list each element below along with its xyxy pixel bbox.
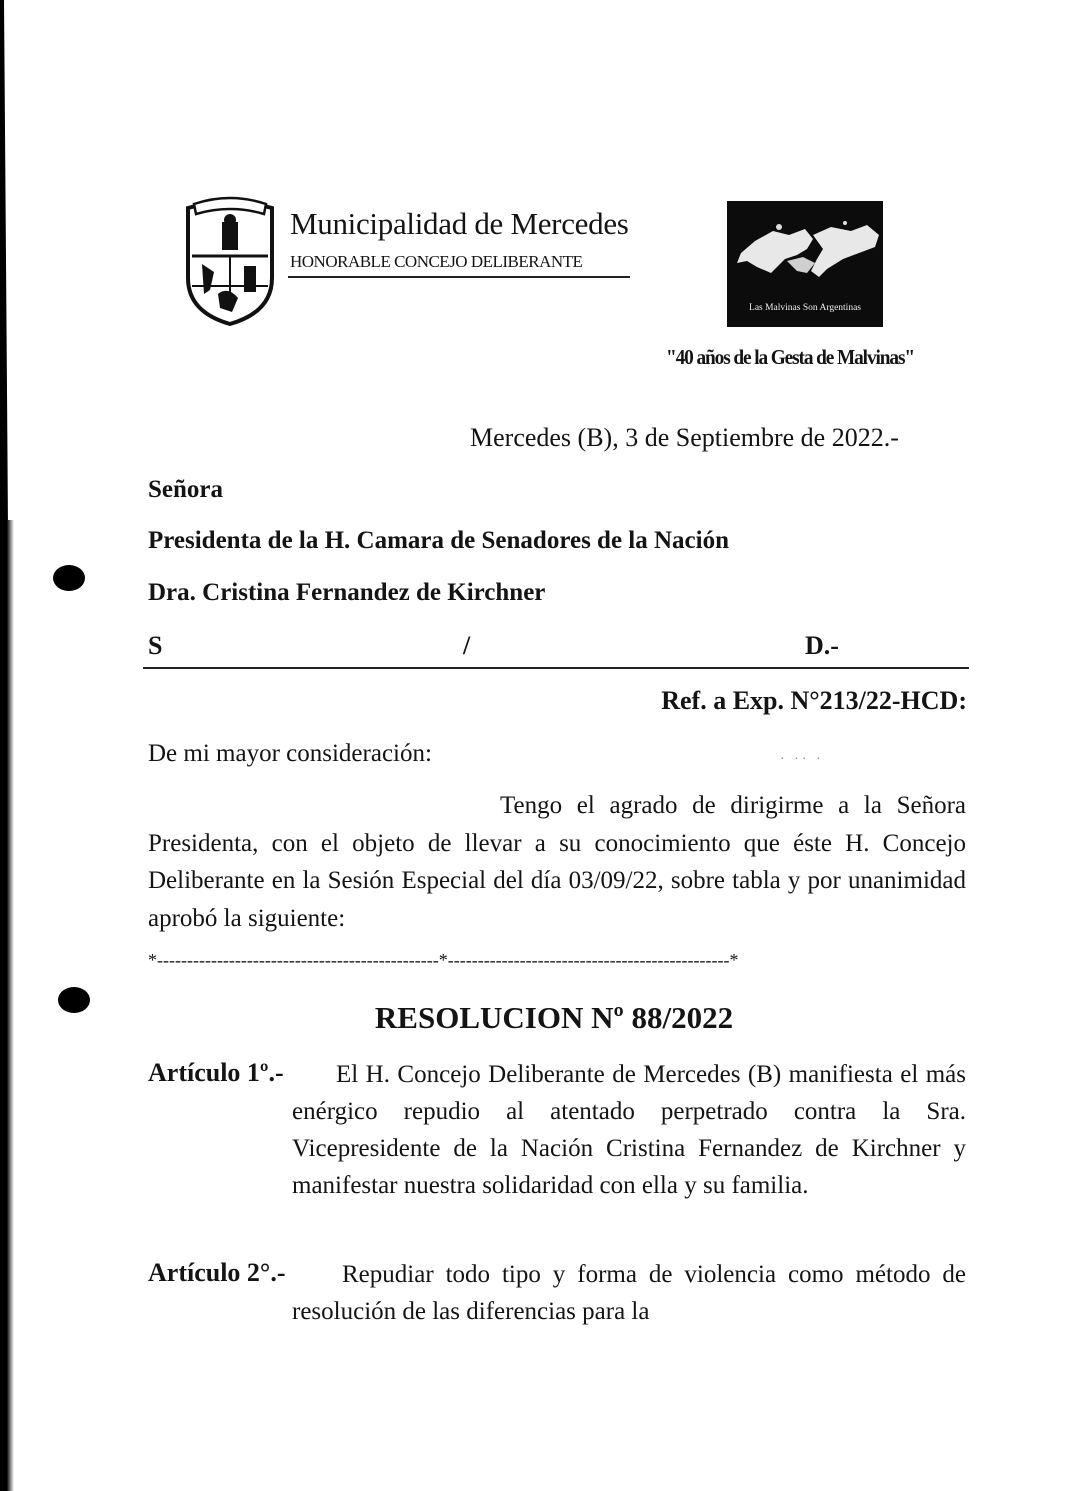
separator-line: *-----------------------------------------------*-----------------------------------------------*: [148, 950, 739, 970]
council-name: HONORABLE CONCEJO DELIBERANTE: [290, 252, 583, 271]
recipient-name: Dra. Cristina Fernandez de Kirchner: [148, 579, 546, 606]
header-rule: [288, 276, 630, 278]
page-scan-edge: [0, 0, 14, 1491]
faint-stamp-mark: · ·· ·: [780, 752, 824, 767]
malvinas-emblem: [727, 201, 883, 327]
article-1-text: El H. Concejo Deliberante de Mercedes (B) manifiesta el más enérgico repudio al atentado perpetrado contra la Sra. Vicepresidente de la Nación Cristina Fernandez de Kirchner y manifestar nuestra solidaridad con ella y su familia.: [292, 1061, 966, 1199]
salutation: Señora: [148, 476, 223, 503]
municipal-crest-icon: [182, 194, 278, 326]
malvinas-caption: Las Malvinas Son Argentinas: [749, 303, 861, 313]
sd-d: D.-: [805, 631, 839, 660]
sd-slash: /: [463, 631, 471, 660]
greeting: De mi mayor consideración:: [148, 740, 432, 767]
letter-body: [148, 787, 966, 937]
article-1-label: Artículo 1º.-: [148, 1058, 284, 1087]
commemorative-motto: "40 años de la Gesta de Malvinas": [666, 345, 915, 369]
letter-body-text: Tengo el agrado de dirigirme a la Señora Presidenta, con el objeto de llevar a su conocimiento que éste H. Concejo Deliberante en la Sesión Especial del día 03/09/22, sobre tabla y por unanimidad aprobó la siguiente:: [148, 792, 966, 932]
sd-s: S: [148, 631, 163, 660]
article-2-label: Artículo 2°.-: [148, 1258, 286, 1287]
reference-number: Ref. a Exp. N°213/22-HCD:: [661, 686, 967, 715]
punch-hole: [53, 565, 85, 591]
municipality-name: Municipalidad de Mercedes: [290, 206, 629, 241]
date-line: Mercedes (B), 3 de Septiembre de 2022.-: [470, 423, 899, 452]
recipient-title: Presidenta de la H. Camara de Senadores de la Nación: [148, 527, 730, 554]
resolution-title: RESOLUCION Nº 88/2022: [374, 1000, 734, 1035]
article-2-text: Repudiar todo tipo y forma de violencia como método de resolución de las diferencias para la: [292, 1261, 966, 1325]
address-rule: [143, 667, 969, 669]
